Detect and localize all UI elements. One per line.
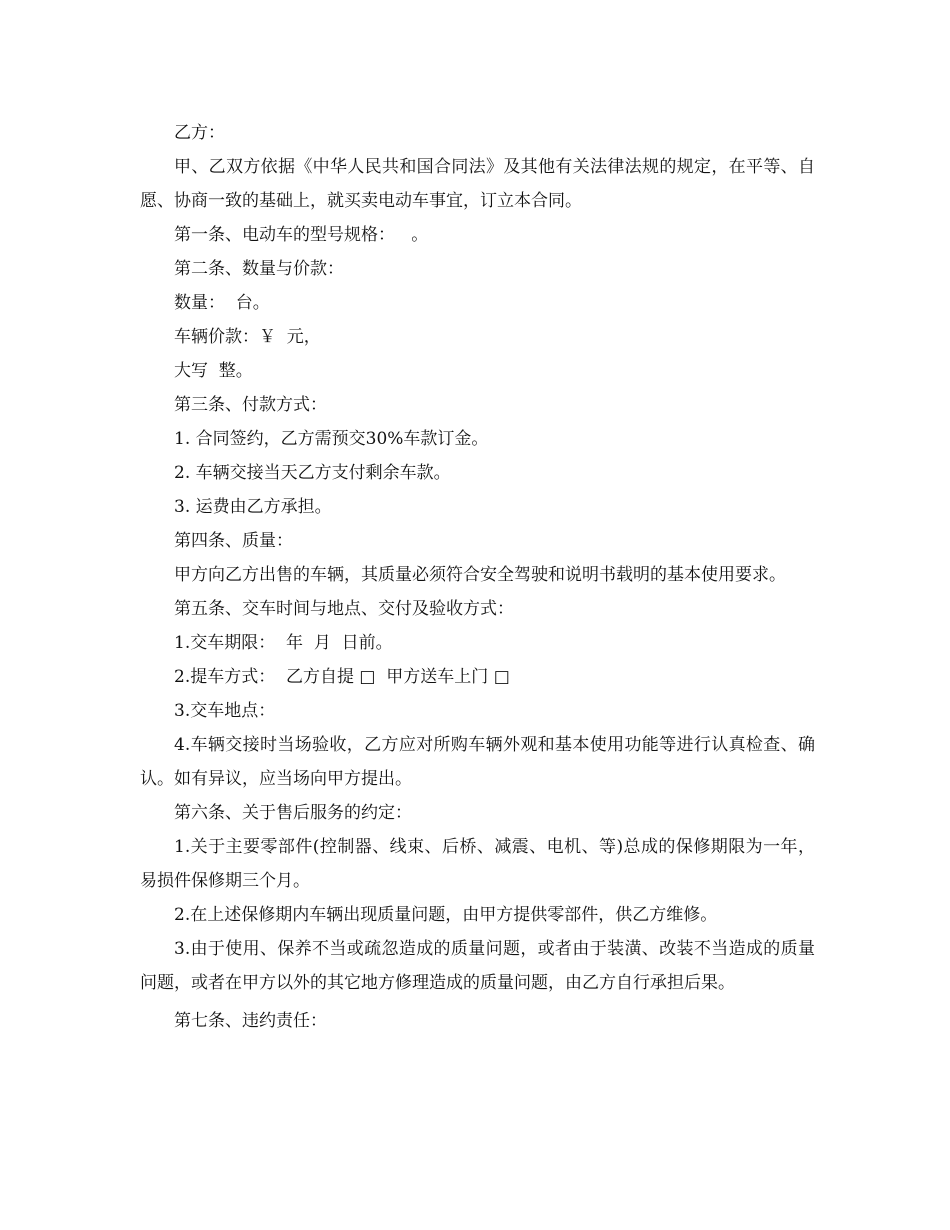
article-7-heading: 第七条、违约责任： xyxy=(174,1011,327,1031)
price-in-words-line: 大写 整。 xyxy=(174,361,253,381)
payment-item-3: 3. 运费由乙方承担。 xyxy=(174,497,332,517)
service-item-1: 1.关于主要零部件(控制器、线束、后桥、减震、电机、等)总成的保修期限为一年，易损件保修期三个月。 xyxy=(140,837,815,891)
article-2-heading: 第二条、数量与价款： xyxy=(174,259,344,279)
article-3-heading: 第三条、付款方式： xyxy=(174,395,327,415)
article-1-heading: 第一条、电动车的型号规格： 。 xyxy=(174,225,429,245)
quality-paragraph: 甲方向乙方出售的车辆，其质量必须符合安全驾驶和说明书载明的基本使用要求。 xyxy=(174,565,786,585)
delivery-item-4: 4.车辆交接时当场验收，乙方应对所购车辆外观和基本使用功能等进行认真检查、确认。如有异议，应当场向甲方提出。 xyxy=(140,735,815,789)
payment-item-2: 2. 车辆交接当天乙方支付剩余车款。 xyxy=(174,463,451,483)
article-5-heading: 第五条、交车时间与地点、交付及验收方式： xyxy=(174,599,514,619)
delivery-item-1: 1.交车期限： 年 月 日前。 xyxy=(174,633,393,653)
article-6-heading: 第六条、关于售后服务的约定： xyxy=(174,803,412,823)
party-b-line: 乙方： xyxy=(174,123,225,143)
service-item-3: 3.由于使用、保养不当或疏忽造成的质量问题，或者由于装潢、改装不当造成的质量问题，或者在甲方以外的其它地方修理造成的质量问题，由乙方自行承担后果。 xyxy=(140,939,815,993)
price-line: 车辆价款：￥ 元， xyxy=(174,327,321,347)
quantity-line: 数量： 台。 xyxy=(174,293,270,313)
payment-item-1: 1. 合同签约，乙方需预交30%车款订金。 xyxy=(174,429,489,449)
contract-body xyxy=(140,116,815,1038)
article-4-heading: 第四条、质量： xyxy=(174,531,293,551)
delivery-item-3: 3.交车地点： xyxy=(174,701,276,721)
preamble-paragraph: 甲、乙双方依据《中华人民共和国合同法》及其他有关法律法规的规定，在平等、自愿、协商一致的基础上，就买卖电动车事宜，订立本合同。 xyxy=(140,157,815,211)
delivery-item-2: 2.提车方式： 乙方自提 □ 甲方送车上门 □ xyxy=(174,667,510,687)
service-item-2: 2.在上述保修期内车辆出现质量问题，由甲方提供零部件，供乙方维修。 xyxy=(174,905,718,925)
